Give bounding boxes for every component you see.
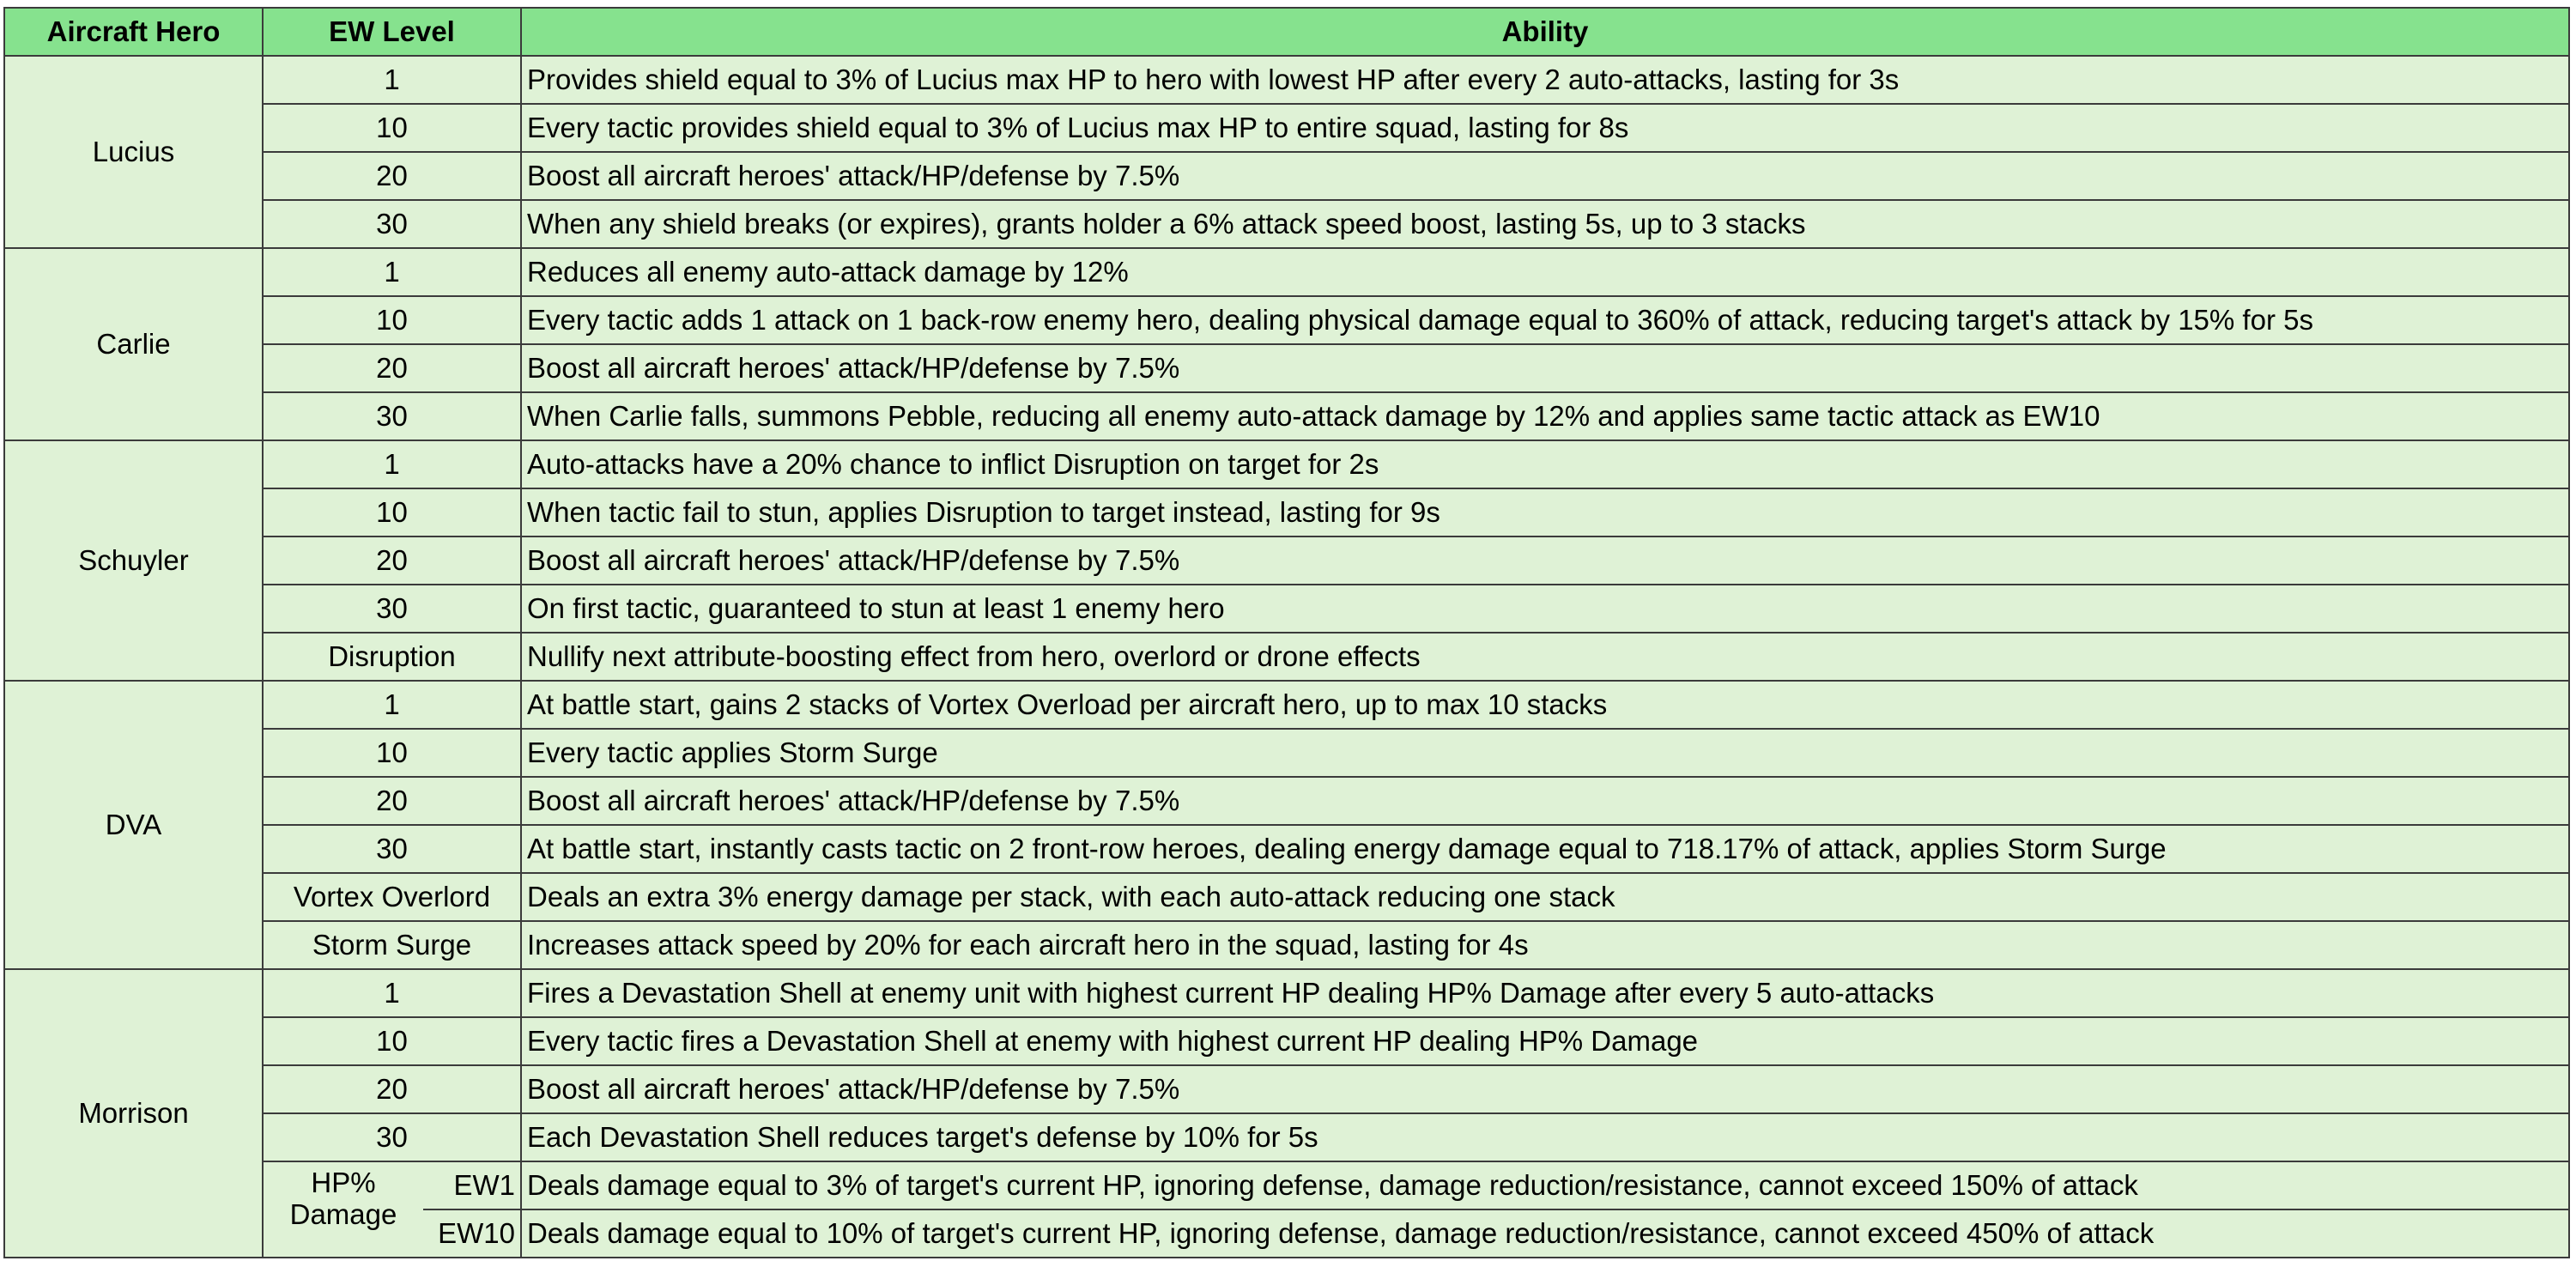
hero-name-lucius: Lucius [4, 56, 263, 248]
table-row [4, 344, 2569, 392]
table-row [4, 537, 2569, 585]
ew-level-cell: 30 [263, 825, 521, 873]
ew-level-cell: 30 [263, 392, 521, 440]
ew-level-cell: 30 [263, 1113, 521, 1161]
effect-name-cell: Disruption [263, 633, 521, 681]
hp-sub-level-ew1: EW1 [453, 1168, 515, 1201]
table-row [4, 1161, 2569, 1209]
table-row [4, 296, 2569, 344]
table-row [4, 392, 2569, 440]
ability-cell: When any shield breaks (or expires), grants holder a 6% attack speed boost, lasting 5s, up to 3 stacks [521, 200, 2569, 248]
table-row [4, 1017, 2569, 1065]
ability-cell: Every tactic provides shield equal to 3% of Lucius max HP to entire squad, lasting for 8s [521, 104, 2569, 152]
effect-name-cell: Storm Surge [263, 921, 521, 969]
ability-cell: Reduces all enemy auto-attack damage by 12% [521, 248, 2569, 296]
ability-cell: When Carlie falls, summons Pebble, reducing all enemy auto-attack damage by 12% and applies same tactic attack as EW10 [521, 392, 2569, 440]
table-row [4, 825, 2569, 873]
table-row [4, 777, 2569, 825]
ability-cell: Boost all aircraft heroes' attack/HP/defense by 7.5% [521, 344, 2569, 392]
ew-level-cell: 20 [263, 152, 521, 200]
ew-level-cell: 10 [263, 1017, 521, 1065]
ability-cell: Every tactic fires a Devastation Shell at enemy with highest current HP dealing HP% Damage [521, 1017, 2569, 1065]
ew-level-cell: 1 [263, 969, 521, 1017]
ability-cell: Fires a Devastation Shell at enemy unit with highest current HP dealing HP% Damage after every 5 auto-attacks [521, 969, 2569, 1017]
table-row [4, 152, 2569, 200]
ability-cell: Provides shield equal to 3% of Lucius max HP to hero with lowest HP after every 2 auto-attacks, lasting for 3s [521, 56, 2569, 104]
ability-cell: At battle start, instantly casts tactic on 2 front-row heroes, dealing energy damage equal to 718.17% of attack, applies Storm Surge [521, 825, 2569, 873]
hero-name-schuyler: Schuyler [4, 440, 263, 681]
table-row [4, 729, 2569, 777]
hp-damage-label: HP% Damage [289, 1167, 397, 1230]
ew-level-cell: 20 [263, 777, 521, 825]
table-row [4, 921, 2569, 969]
table-row [4, 248, 2569, 296]
hero-name-dva: DVA [4, 681, 263, 969]
ability-cell: Nullify next attribute-boosting effect from hero, overlord or drone effects [521, 633, 2569, 681]
table-row [4, 488, 2569, 537]
table-row [4, 873, 2569, 921]
table-row [4, 1065, 2569, 1113]
ew-level-cell: 1 [263, 440, 521, 488]
table-row [4, 1113, 2569, 1161]
header-ew-level: EW Level [263, 8, 521, 56]
header-aircraft-hero: Aircraft Hero [4, 8, 263, 56]
header-ability: Ability [521, 8, 2569, 56]
header-row [4, 8, 2569, 56]
ew-level-cell: 1 [263, 56, 521, 104]
ability-cell: Boost all aircraft heroes' attack/HP/defense by 7.5% [521, 1065, 2569, 1113]
ability-cell: Boost all aircraft heroes' attack/HP/defense by 7.5% [521, 152, 2569, 200]
ability-cell: Deals damage equal to 10% of target's current HP, ignoring defense, damage reduction/resistance, cannot exceed 450% of attack [521, 1209, 2569, 1258]
ew-level-cell: 30 [263, 200, 521, 248]
ew-level-cell: 10 [263, 488, 521, 537]
table-row [4, 200, 2569, 248]
table-row [4, 585, 2569, 633]
ability-cell: Increases attack speed by 20% for each aircraft hero in the squad, lasting for 4s [521, 921, 2569, 969]
ability-cell: Boost all aircraft heroes' attack/HP/defense by 7.5% [521, 777, 2569, 825]
table-row [4, 969, 2569, 1017]
ability-cell: Auto-attacks have a 20% chance to inflict Disruption on target for 2s [521, 440, 2569, 488]
hp-sub-level-ew10: EW10 [438, 1216, 515, 1249]
ew-level-cell: 10 [263, 296, 521, 344]
ew-level-cell: 20 [263, 344, 521, 392]
ability-cell: Deals damage equal to 3% of target's current HP, ignoring defense, damage reduction/resistance, cannot exceed 150% of attack [521, 1161, 2569, 1209]
table-row [4, 440, 2569, 488]
ew-level-cell: 1 [263, 248, 521, 296]
ew-ability-table [3, 7, 2570, 1258]
ew-level-cell: 20 [263, 537, 521, 585]
ew-level-cell: 10 [263, 729, 521, 777]
ability-cell: Deals an extra 3% energy damage per stack, with each auto-attack reducing one stack [521, 873, 2569, 921]
effect-name-cell: Vortex Overlord [263, 873, 521, 921]
ew-level-cell: 20 [263, 1065, 521, 1113]
ability-cell: On first tactic, guaranteed to stun at least 1 enemy hero [521, 585, 2569, 633]
table-row [4, 56, 2569, 104]
ew-level-cell: 1 [263, 681, 521, 729]
ew-level-cell: 10 [263, 104, 521, 152]
ability-cell: Every tactic applies Storm Surge [521, 729, 2569, 777]
table-row [4, 633, 2569, 681]
hp-damage-cell [263, 1161, 521, 1258]
ew-level-cell: 30 [263, 585, 521, 633]
ability-cell: Each Devastation Shell reduces target's defense by 10% for 5s [521, 1113, 2569, 1161]
ability-cell: Boost all aircraft heroes' attack/HP/defense by 7.5% [521, 537, 2569, 585]
table-row [4, 681, 2569, 729]
ability-cell: At battle start, gains 2 stacks of Vortex Overload per aircraft hero, up to max 10 stacks [521, 681, 2569, 729]
ability-cell: When tactic fail to stun, applies Disruption to target instead, lasting for 9s [521, 488, 2569, 537]
ability-cell: Every tactic adds 1 attack on 1 back-row enemy hero, dealing physical damage equal to 360% of attack, reducing target's attack by 15% for 5s [521, 296, 2569, 344]
hero-name-morrison: Morrison [4, 969, 263, 1258]
hero-name-carlie: Carlie [4, 248, 263, 440]
table-row [4, 104, 2569, 152]
